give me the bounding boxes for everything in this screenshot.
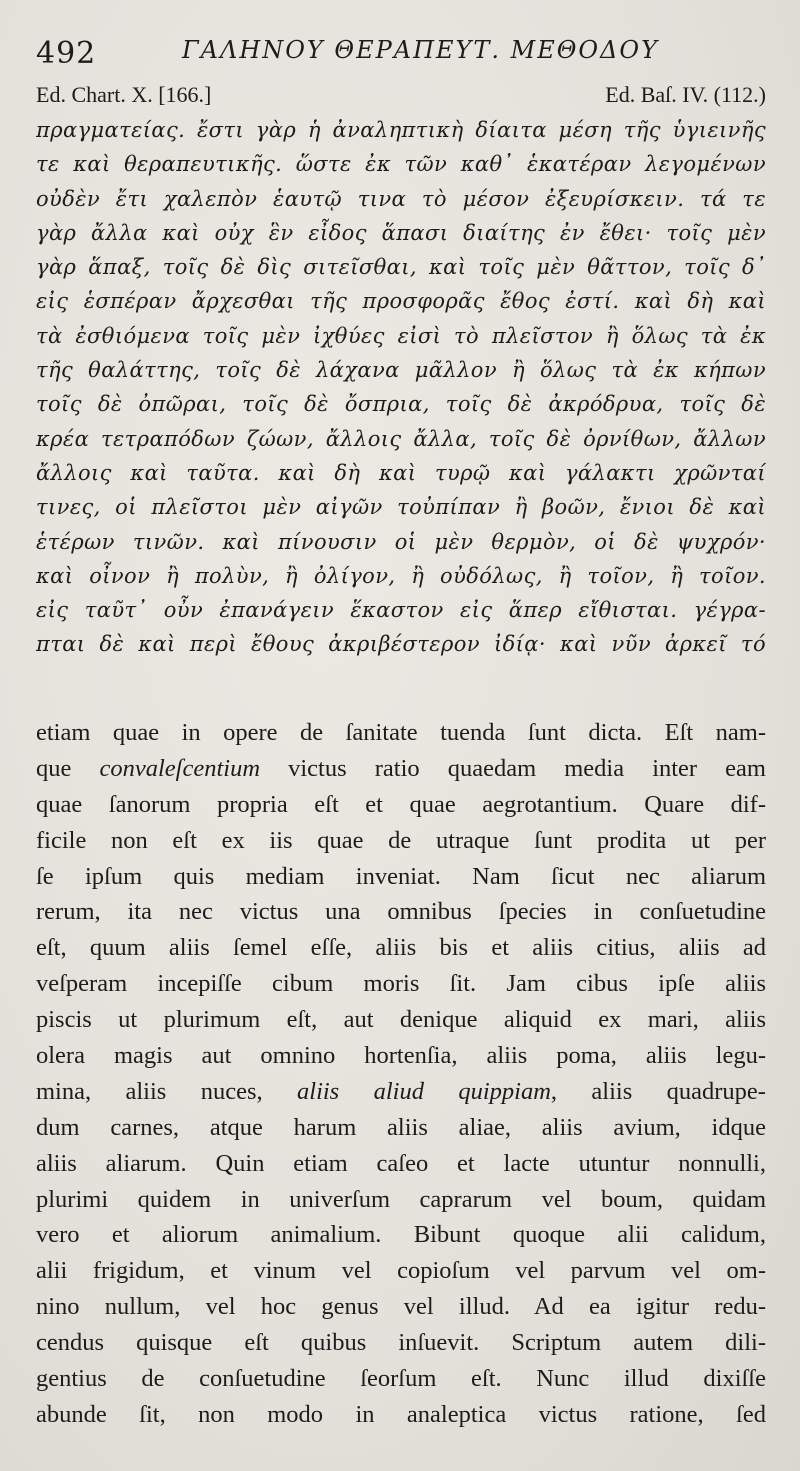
- latin-text-segment: gentius de conſuetudine ſeorſum eſt. Nunc illud dixiſſe: [36, 1365, 766, 1393]
- latin-text-segment: , aliis quadrupe-: [550, 1077, 766, 1105]
- latin-text-segment: veſperam incepiſſe cibum moris ſit. Jam cibus ipſe aliis: [36, 970, 766, 998]
- latin-text-line: [36, 1253, 766, 1289]
- greek-text-line: τοῖς δὲ ὀπῶραι, τοῖς δὲ ὄσπρια, τοῖς δὲ ἀκρόδρυα, τοῖς δὲ: [36, 392, 766, 417]
- latin-text-segment: eſt, quum aliis ſemel eſſe, aliis bis et aliis citius, aliis ad: [36, 934, 766, 962]
- latin-italic-phrase: convaleſcentium: [99, 754, 261, 782]
- greek-text-line: γὰρ ἄλλα καὶ οὐχ ἓν εἶδος ἅπασι διαίτης ἐν ἔθει· τοῖς μὲν: [36, 220, 766, 245]
- latin-text-segment: olera magis aut omnino hortenſia, aliis poma, aliis legu-: [36, 1042, 766, 1070]
- latin-text-line: [36, 1146, 766, 1182]
- greek-text-line: ἑτέρων τινῶν. καὶ πίνουσιν οἱ μὲν θερμὸν, οἱ δὲ ψυχρόν·: [36, 529, 766, 554]
- latin-text-segment: cendus quisque eſt quibus inſuevit. Scriptum autem dili-: [36, 1329, 766, 1357]
- latin-text-segment: alii frigidum, et vinum vel copioſum vel parvum vel om-: [36, 1257, 766, 1285]
- greek-text-block: [36, 113, 766, 662]
- page-number: 492: [36, 36, 97, 71]
- greek-text-line: τινες, οἱ πλεῖστοι μὲν αἰγῶν τοὐπίπαν ἢ βοῶν, ἔνιοι δὲ καὶ: [36, 495, 766, 520]
- latin-text-segment: victus ratio quaedam media inter eam: [260, 754, 766, 782]
- latin-text-segment: nino nullum, vel hoc genus vel illud. Ad ea igitur redu-: [36, 1293, 766, 1321]
- latin-text-line: [36, 1110, 766, 1146]
- latin-text-segment: mina, aliis nuces,: [36, 1077, 298, 1105]
- edition-reference-line: [36, 82, 766, 112]
- latin-text-line: [36, 1361, 766, 1397]
- latin-text-segment: dum carnes, atque harum aliis aliae, aliis avium, idque: [36, 1113, 766, 1141]
- edition-chartier-reference: Ed. Chart. X. [166.]: [36, 82, 212, 107]
- latin-text-block: [36, 715, 766, 1433]
- greek-text-line: οὐδὲν ἔτι χαλεπὸν ἑαυτῷ τινα τὸ μέσον ἐξευρίσκειν. τά τε: [36, 186, 766, 211]
- latin-italic-phrase: aliis aliud quippiam: [297, 1077, 551, 1105]
- latin-text-line: [36, 859, 766, 895]
- latin-text-line: [36, 1074, 766, 1110]
- greek-text-line: τῆς θαλάττης, τοῖς δὲ λάχανα μᾶλλον ἢ ὅλως τὰ ἐκ κήπων: [36, 358, 766, 383]
- latin-text-line: [36, 715, 766, 751]
- latin-text-line: [36, 751, 766, 787]
- latin-text-line: [36, 1217, 766, 1253]
- running-title: ΓΑΛΗΝΟΥ ΘΕΡΑΠΕΥΤ. ΜΕΘΟΔΟΥ: [182, 36, 659, 64]
- latin-text-line: [36, 930, 766, 966]
- greek-text-line: πραγματείας. ἔστι γὰρ ἡ ἀναληπτικὴ δίαιτα μέση τῆς ὑγιεινῆς: [36, 118, 766, 142]
- greek-text-line: εἰς ταῦτ᾽ οὖν ἐπανάγειν ἕκαστον εἰς ἅπερ εἴθισται. γέγρα-: [36, 598, 766, 623]
- greek-text-line: πται δὲ καὶ περὶ ἔθους ἀκριβέστερον ἰδίᾳ· καὶ νῦν ἀρκεῖ τό: [36, 632, 766, 657]
- running-head: [36, 32, 764, 72]
- latin-text-segment: plurimi quidem in univerſum caprarum vel boum, quidam: [36, 1185, 766, 1213]
- latin-text-line: [36, 1182, 766, 1218]
- edition-basel-reference: Ed. Baſ. IV. (112.): [605, 82, 766, 107]
- greek-text-line: εἰς ἑσπέραν ἄρχεσθαι τῆς προσφορᾶς ἔθος ἐστί. καὶ δὴ καὶ: [36, 289, 766, 314]
- latin-text-line: [36, 966, 766, 1002]
- greek-text-line: τὰ ἐσθιόμενα τοῖς μὲν ἰχθύες εἰσὶ τὸ πλεῖστον ἢ ὅλως τὰ ἐκ: [36, 323, 766, 348]
- latin-text-segment: aliis aliarum. Quin etiam caſeo et lacte utuntur nonnulli,: [36, 1149, 766, 1177]
- latin-text-segment: que: [36, 754, 100, 782]
- latin-text-segment: etiam quae in opere de ſanitate tuenda ſunt dicta. Eſt nam-: [36, 719, 766, 746]
- latin-text-line: [36, 787, 766, 823]
- latin-text-segment: vero et aliorum animalium. Bibunt quoque alii calidum,: [36, 1221, 766, 1249]
- latin-text-line: [36, 1002, 766, 1038]
- latin-text-line: [36, 1325, 766, 1361]
- latin-text-line: [36, 1397, 766, 1433]
- greek-text-line: καὶ οἶνον ἢ πολὺν, ἢ ὀλίγον, ἢ οὐδόλως, ἢ τοῖον, ἢ τοῖον.: [36, 563, 766, 588]
- greek-text-line: τε καὶ θεραπευτικῆς. ὥστε ἐκ τῶν καθ᾽ ἑκατέραν λεγομένων: [36, 152, 766, 177]
- latin-text-line: [36, 894, 766, 930]
- latin-text-line: [36, 823, 766, 859]
- latin-text-segment: ficile non eſt ex iis quae de utraque ſunt prodita ut per: [36, 826, 766, 854]
- latin-text-segment: piscis ut plurimum eſt, aut denique aliquid ex mari, aliis: [36, 1006, 766, 1034]
- latin-text-segment: ſe ipſum quis mediam inveniat. Nam ſicut nec aliarum: [36, 862, 766, 890]
- latin-text-segment: abunde ſit, non modo in analeptica victus ratione, ſed: [36, 1400, 766, 1428]
- greek-text-line: ἄλλοις καὶ ταῦτα. καὶ δὴ καὶ τυρῷ καὶ γάλακτι χρῶνταί: [36, 460, 766, 485]
- greek-text-line: γὰρ ἅπαξ, τοῖς δὲ δὶς σιτεῖσθαι, καὶ τοῖς μὲν θᾶττον, τοῖς δ᾽: [36, 255, 766, 280]
- latin-text-line: [36, 1038, 766, 1074]
- latin-text-segment: quae ſanorum propria eſt et quae aegrotantium. Quare dif-: [36, 790, 766, 818]
- greek-text-line: κρέα τετραπόδων ζώων, ἄλλοις ἄλλα, τοῖς δὲ ὀρνίθων, ἄλλων: [36, 426, 766, 451]
- latin-text-segment: rerum, ita nec victus una omnibus ſpecies in conſuetudine: [36, 898, 766, 926]
- latin-text-line: [36, 1289, 766, 1325]
